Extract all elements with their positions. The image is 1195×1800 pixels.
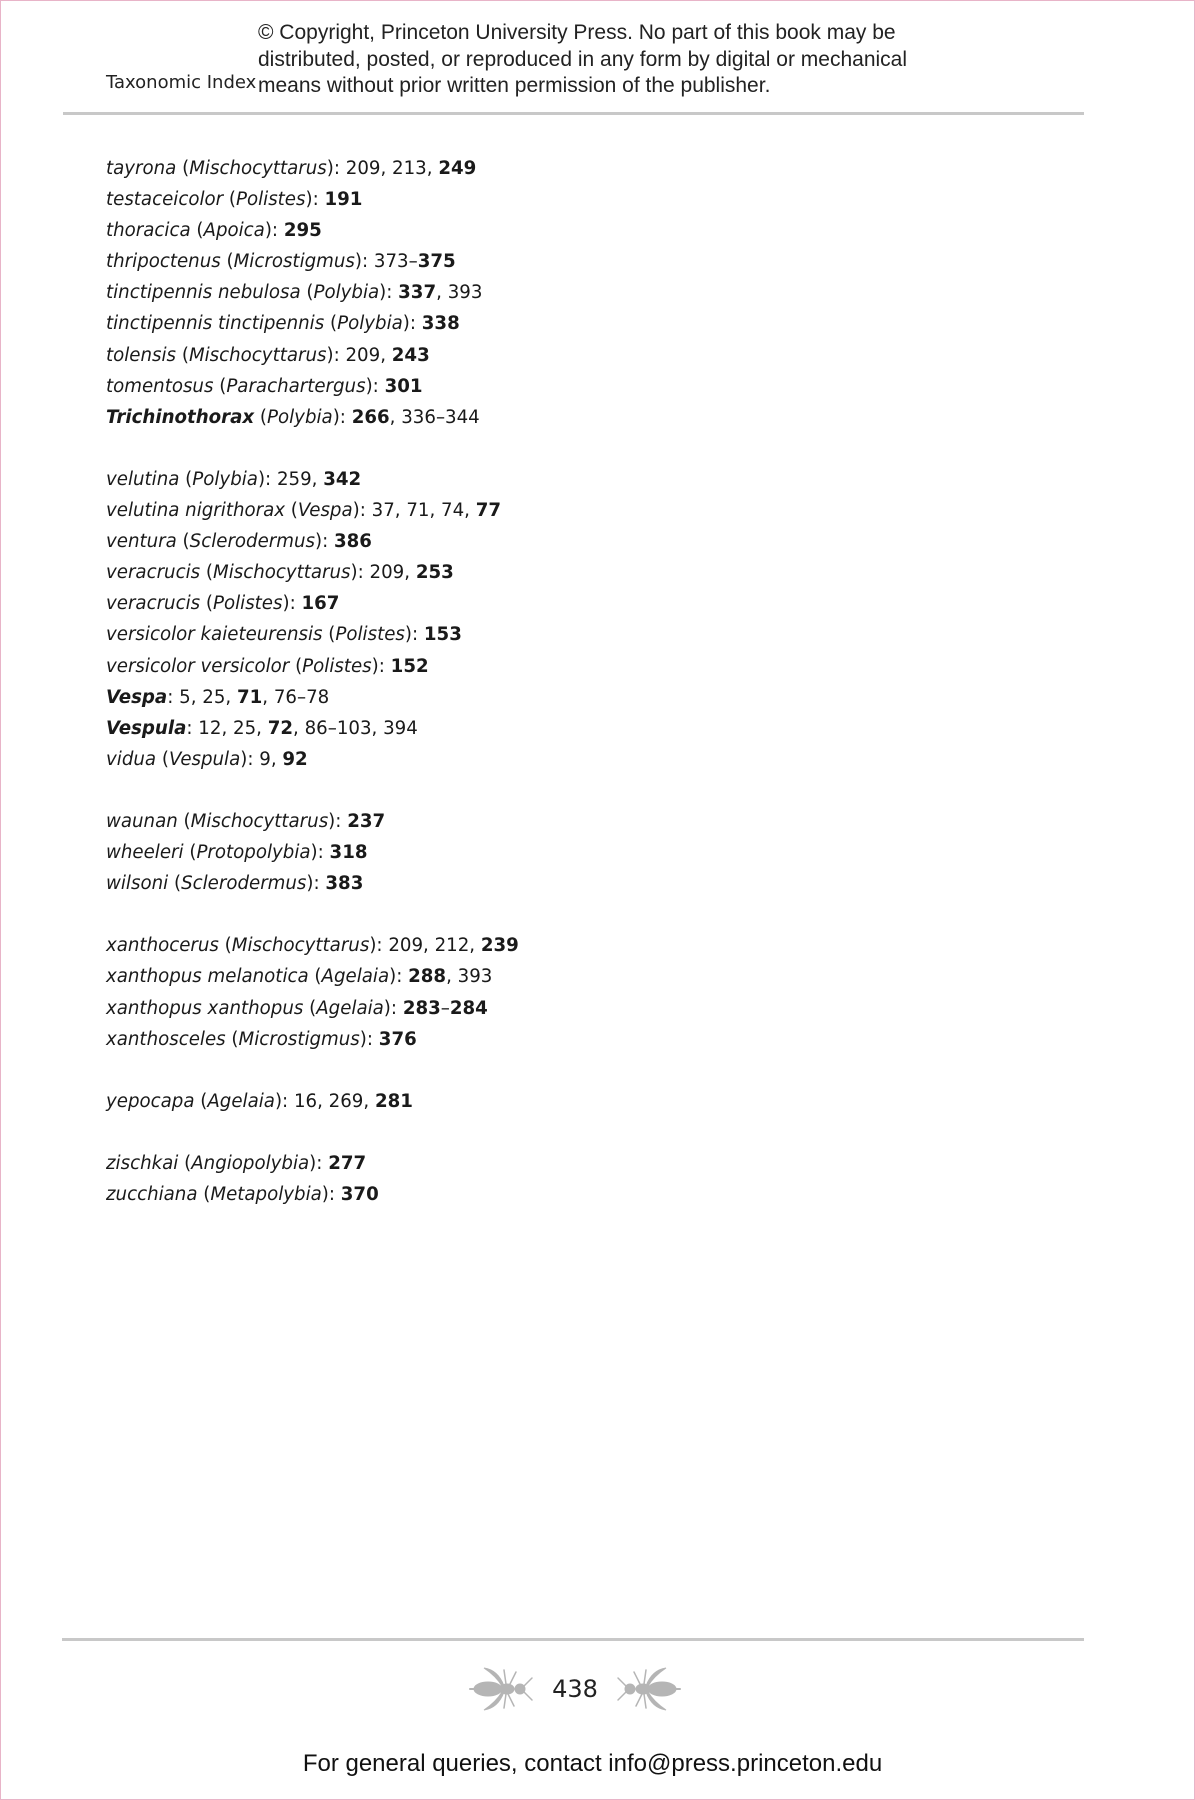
page-reference: 284: [449, 997, 488, 1019]
taxon-name: tinctipennis tinctipennis: [106, 313, 325, 335]
index-entry: [106, 682, 1006, 713]
taxon-name: vidua: [106, 748, 157, 770]
taxonomic-index-list: [106, 153, 1006, 1210]
entry-text: ):: [321, 1184, 341, 1206]
taxon-name: versicolor kaieteurensis: [106, 624, 323, 646]
entry-text: ):: [310, 842, 330, 864]
page-reference: 376: [378, 1028, 417, 1050]
taxon-name: veracrucis: [106, 593, 201, 615]
page-reference: 283: [402, 997, 441, 1019]
index-entry: [106, 651, 1006, 682]
entry-text: (: [200, 593, 213, 615]
running-head: Taxonomic Index: [106, 72, 257, 93]
entry-text: (: [223, 189, 236, 211]
taxon-name: Vespa: [106, 686, 168, 708]
index-entry: [106, 806, 1006, 837]
index-entry: [106, 308, 1006, 339]
page-reference: 277: [328, 1153, 367, 1174]
header-rule: [63, 112, 1084, 115]
index-entry: [106, 402, 1006, 433]
index-entry: [106, 619, 1006, 650]
taxon-name: Mischocyttarus: [231, 935, 370, 957]
entry-text: ):: [306, 873, 326, 895]
index-entry: [106, 961, 1006, 992]
page-reference: 237: [347, 810, 386, 832]
entry-text: ):: [314, 531, 334, 553]
copyright-notice: [258, 20, 978, 100]
page-reference: 295: [283, 220, 322, 242]
page-reference: 71: [236, 686, 263, 708]
taxon-name: velutina: [106, 468, 180, 490]
entry-text: ): 209,: [326, 344, 392, 366]
taxon-name: Trichinothorax: [106, 406, 255, 428]
index-entry: [106, 371, 1006, 402]
entry-text: , 393: [446, 966, 493, 988]
index-group-gap: [106, 433, 1006, 464]
entry-text: (: [178, 1153, 192, 1174]
entry-text: (: [176, 344, 189, 366]
entry-text: (: [197, 1184, 211, 1206]
entry-text: ):: [402, 313, 422, 335]
taxon-name: xanthocerus: [106, 935, 219, 957]
taxon-name: Agelaia: [316, 997, 384, 1019]
page-reference: 386: [334, 531, 372, 553]
taxon-name: Polybia: [192, 468, 258, 490]
index-entry: [106, 1024, 1006, 1055]
page-reference: 281: [374, 1090, 413, 1112]
entry-text: (: [168, 873, 182, 895]
taxon-name: waunan: [106, 810, 178, 832]
index-entry: [106, 1179, 1006, 1210]
page-reference: 370: [340, 1184, 379, 1206]
entry-text: (: [183, 842, 197, 864]
taxon-name: Parachartergus: [226, 375, 366, 397]
entry-text: (: [289, 655, 303, 677]
taxon-name: Mischocyttarus: [190, 810, 329, 832]
index-entry: [106, 930, 1006, 961]
taxon-name: tomentosus: [106, 375, 214, 397]
entry-text: ): 259,: [257, 468, 324, 490]
page-reference: 288: [408, 966, 447, 988]
taxon-name: Microstigmus: [233, 251, 355, 273]
taxon-name: Microstigmus: [238, 1028, 360, 1050]
entry-text: ):: [389, 966, 409, 988]
index-entry: [106, 1086, 1006, 1117]
copyright-line: distributed, posted, or reproduced in any form by digital or mechanical: [258, 47, 908, 71]
entry-text: (: [324, 313, 338, 335]
entry-text: ):: [264, 220, 284, 242]
entry-text: (: [220, 251, 234, 273]
index-entry: [106, 744, 1006, 775]
index-entry: [106, 277, 1006, 308]
taxon-name: zischkai: [106, 1153, 179, 1174]
taxon-name: Polybia: [337, 313, 403, 335]
entry-text: ):: [328, 810, 348, 832]
entry-text: ):: [359, 1028, 379, 1050]
page-reference: 337: [398, 282, 437, 304]
taxon-name: tayrona: [106, 158, 177, 179]
index-entry: [106, 153, 1006, 184]
index-entry: [106, 184, 1006, 215]
taxon-name: xanthopus melanotica: [106, 966, 309, 988]
index-entry: [106, 588, 1006, 619]
index-entry: [106, 526, 1006, 557]
entry-text: , 393: [436, 282, 483, 304]
entry-text: (: [213, 375, 227, 397]
taxon-name: zucchiana: [106, 1184, 198, 1206]
page-reference: 375: [417, 251, 456, 273]
taxon-name: thripoctenus: [106, 251, 221, 273]
entry-text: (: [176, 158, 190, 179]
taxon-name: Agelaia: [207, 1090, 275, 1112]
page-reference: 152: [390, 655, 429, 677]
taxon-name: veracrucis: [106, 562, 201, 584]
index-entry: [106, 868, 1006, 899]
entry-text: : 12, 25,: [186, 717, 268, 739]
copyright-line: means without prior written permission of the publisher.: [258, 74, 771, 97]
page-reference: 167: [301, 593, 340, 615]
entry-text: : 5, 25,: [167, 686, 237, 708]
taxon-name: tinctipennis nebulosa: [106, 282, 301, 304]
taxon-name: velutina nigrithorax: [106, 500, 285, 522]
taxon-name: tolensis: [106, 344, 177, 366]
taxon-name: Vespula: [106, 717, 187, 739]
page-reference: 318: [329, 842, 368, 864]
index-entry: [106, 464, 1006, 495]
page-reference: 342: [323, 468, 362, 490]
contact-line: For general queries, contact info@press.princeton.edu: [302, 1750, 883, 1777]
taxon-name: Sclerodermus: [181, 873, 307, 895]
entry-text: ): 373–: [354, 251, 418, 273]
entry-text: (: [200, 562, 213, 584]
copyright-line: © Copyright, Princeton University Press. No part of this book may be: [258, 21, 896, 44]
taxon-name: Mischocyttarus: [188, 344, 327, 366]
page-reference: 72: [267, 717, 294, 739]
taxon-name: Polistes: [335, 624, 405, 646]
page-reference: 301: [384, 375, 423, 397]
index-entry: [106, 713, 1006, 744]
entry-text: (: [156, 748, 169, 770]
index-group-gap: [106, 1117, 1006, 1148]
entry-text: ): 9,: [240, 748, 283, 770]
index-entry: [106, 557, 1006, 588]
index-entry: [106, 215, 1006, 246]
entry-text: (: [308, 966, 322, 988]
taxon-name: yepocapa: [106, 1090, 195, 1112]
taxon-name: Angiopolybia: [191, 1153, 310, 1174]
taxon-name: Protopolybia: [196, 842, 311, 864]
taxon-name: wheeleri: [106, 842, 184, 864]
index-entry: [106, 993, 1006, 1024]
entry-text: (: [300, 282, 314, 304]
entry-text: ):: [332, 406, 352, 428]
page-reference: 253: [415, 562, 454, 584]
taxon-name: Mischocyttarus: [213, 562, 351, 584]
page-reference: 191: [324, 189, 363, 211]
taxon-name: Sclerodermus: [189, 531, 315, 553]
taxon-name: Metapolybia: [210, 1184, 322, 1206]
entry-text: (: [225, 1028, 239, 1050]
taxon-name: wilsoni: [106, 873, 169, 895]
taxon-name: xanthosceles: [106, 1028, 226, 1050]
taxon-name: versicolor versicolor: [106, 655, 290, 677]
entry-text: ):: [379, 282, 399, 304]
entry-text: (: [176, 531, 190, 553]
index-entry: [106, 1148, 1006, 1179]
entry-text: ):: [305, 189, 325, 211]
entry-text: ): 16, 269,: [274, 1090, 375, 1112]
wasp-icon: [614, 1664, 682, 1714]
footer-rule: [62, 1638, 1084, 1641]
page-reference: 249: [438, 158, 477, 179]
page-number: 438: [552, 1675, 598, 1703]
page-reference: 239: [480, 935, 519, 957]
taxon-name: xanthopus xanthopus: [106, 997, 304, 1019]
page-reference: 338: [421, 313, 460, 335]
entry-text: ):: [365, 375, 385, 397]
index-group-gap: [106, 899, 1006, 930]
index-group-gap: [106, 775, 1006, 806]
index-entry: [106, 340, 1006, 371]
entry-text: ): 37, 71, 74,: [352, 500, 476, 522]
taxon-name: Apoica: [203, 220, 265, 242]
taxon-name: thoracica: [106, 220, 191, 242]
page-reference: 153: [423, 624, 462, 646]
page-footer-ornament: [468, 1663, 682, 1715]
index-entry: [106, 495, 1006, 526]
page-reference: 77: [475, 500, 502, 522]
taxon-name: Polistes: [236, 189, 306, 211]
entry-text: (: [322, 624, 336, 646]
entry-text: (: [254, 406, 268, 428]
entry-text: , 86–103, 394: [293, 717, 418, 739]
entry-text: (: [285, 500, 298, 522]
page-reference: 243: [391, 344, 430, 366]
wasp-icon: [468, 1664, 536, 1714]
entry-text: (: [179, 468, 193, 490]
entry-text: , 336–344: [389, 406, 480, 428]
page-reference: 92: [282, 748, 308, 770]
taxon-name: Polistes: [302, 655, 372, 677]
taxon-name: Polybia: [313, 282, 380, 304]
taxon-name: Mischocyttarus: [189, 158, 327, 179]
index-entry: [106, 246, 1006, 277]
taxon-name: Vespula: [168, 748, 241, 770]
entry-text: ):: [371, 655, 391, 677]
entry-text: (: [177, 810, 191, 832]
entry-text: (: [190, 220, 204, 242]
entry-text: ):: [282, 593, 302, 615]
entry-text: , 76–78: [262, 686, 330, 708]
entry-text: ): 209, 212,: [369, 935, 481, 957]
entry-text: ):: [404, 624, 424, 646]
taxon-name: Agelaia: [321, 966, 390, 988]
entry-text: ):: [383, 997, 403, 1019]
entry-text: (: [303, 997, 317, 1019]
page-reference: 266: [351, 406, 390, 428]
taxon-name: ventura: [106, 531, 177, 553]
entry-text: ):: [309, 1153, 329, 1174]
entry-text: ): 209, 213,: [326, 158, 439, 179]
entry-text: ): 209,: [350, 562, 416, 584]
entry-text: (: [218, 935, 232, 957]
taxon-name: testaceicolor: [106, 189, 224, 211]
index-group-gap: [106, 1055, 1006, 1086]
taxon-name: Polybia: [267, 406, 333, 428]
taxon-name: Polistes: [213, 593, 283, 615]
entry-text: –: [440, 997, 450, 1019]
taxon-name: Vespa: [297, 500, 353, 522]
entry-text: (: [194, 1090, 208, 1112]
index-entry: [106, 837, 1006, 868]
page-reference: 383: [325, 873, 364, 895]
